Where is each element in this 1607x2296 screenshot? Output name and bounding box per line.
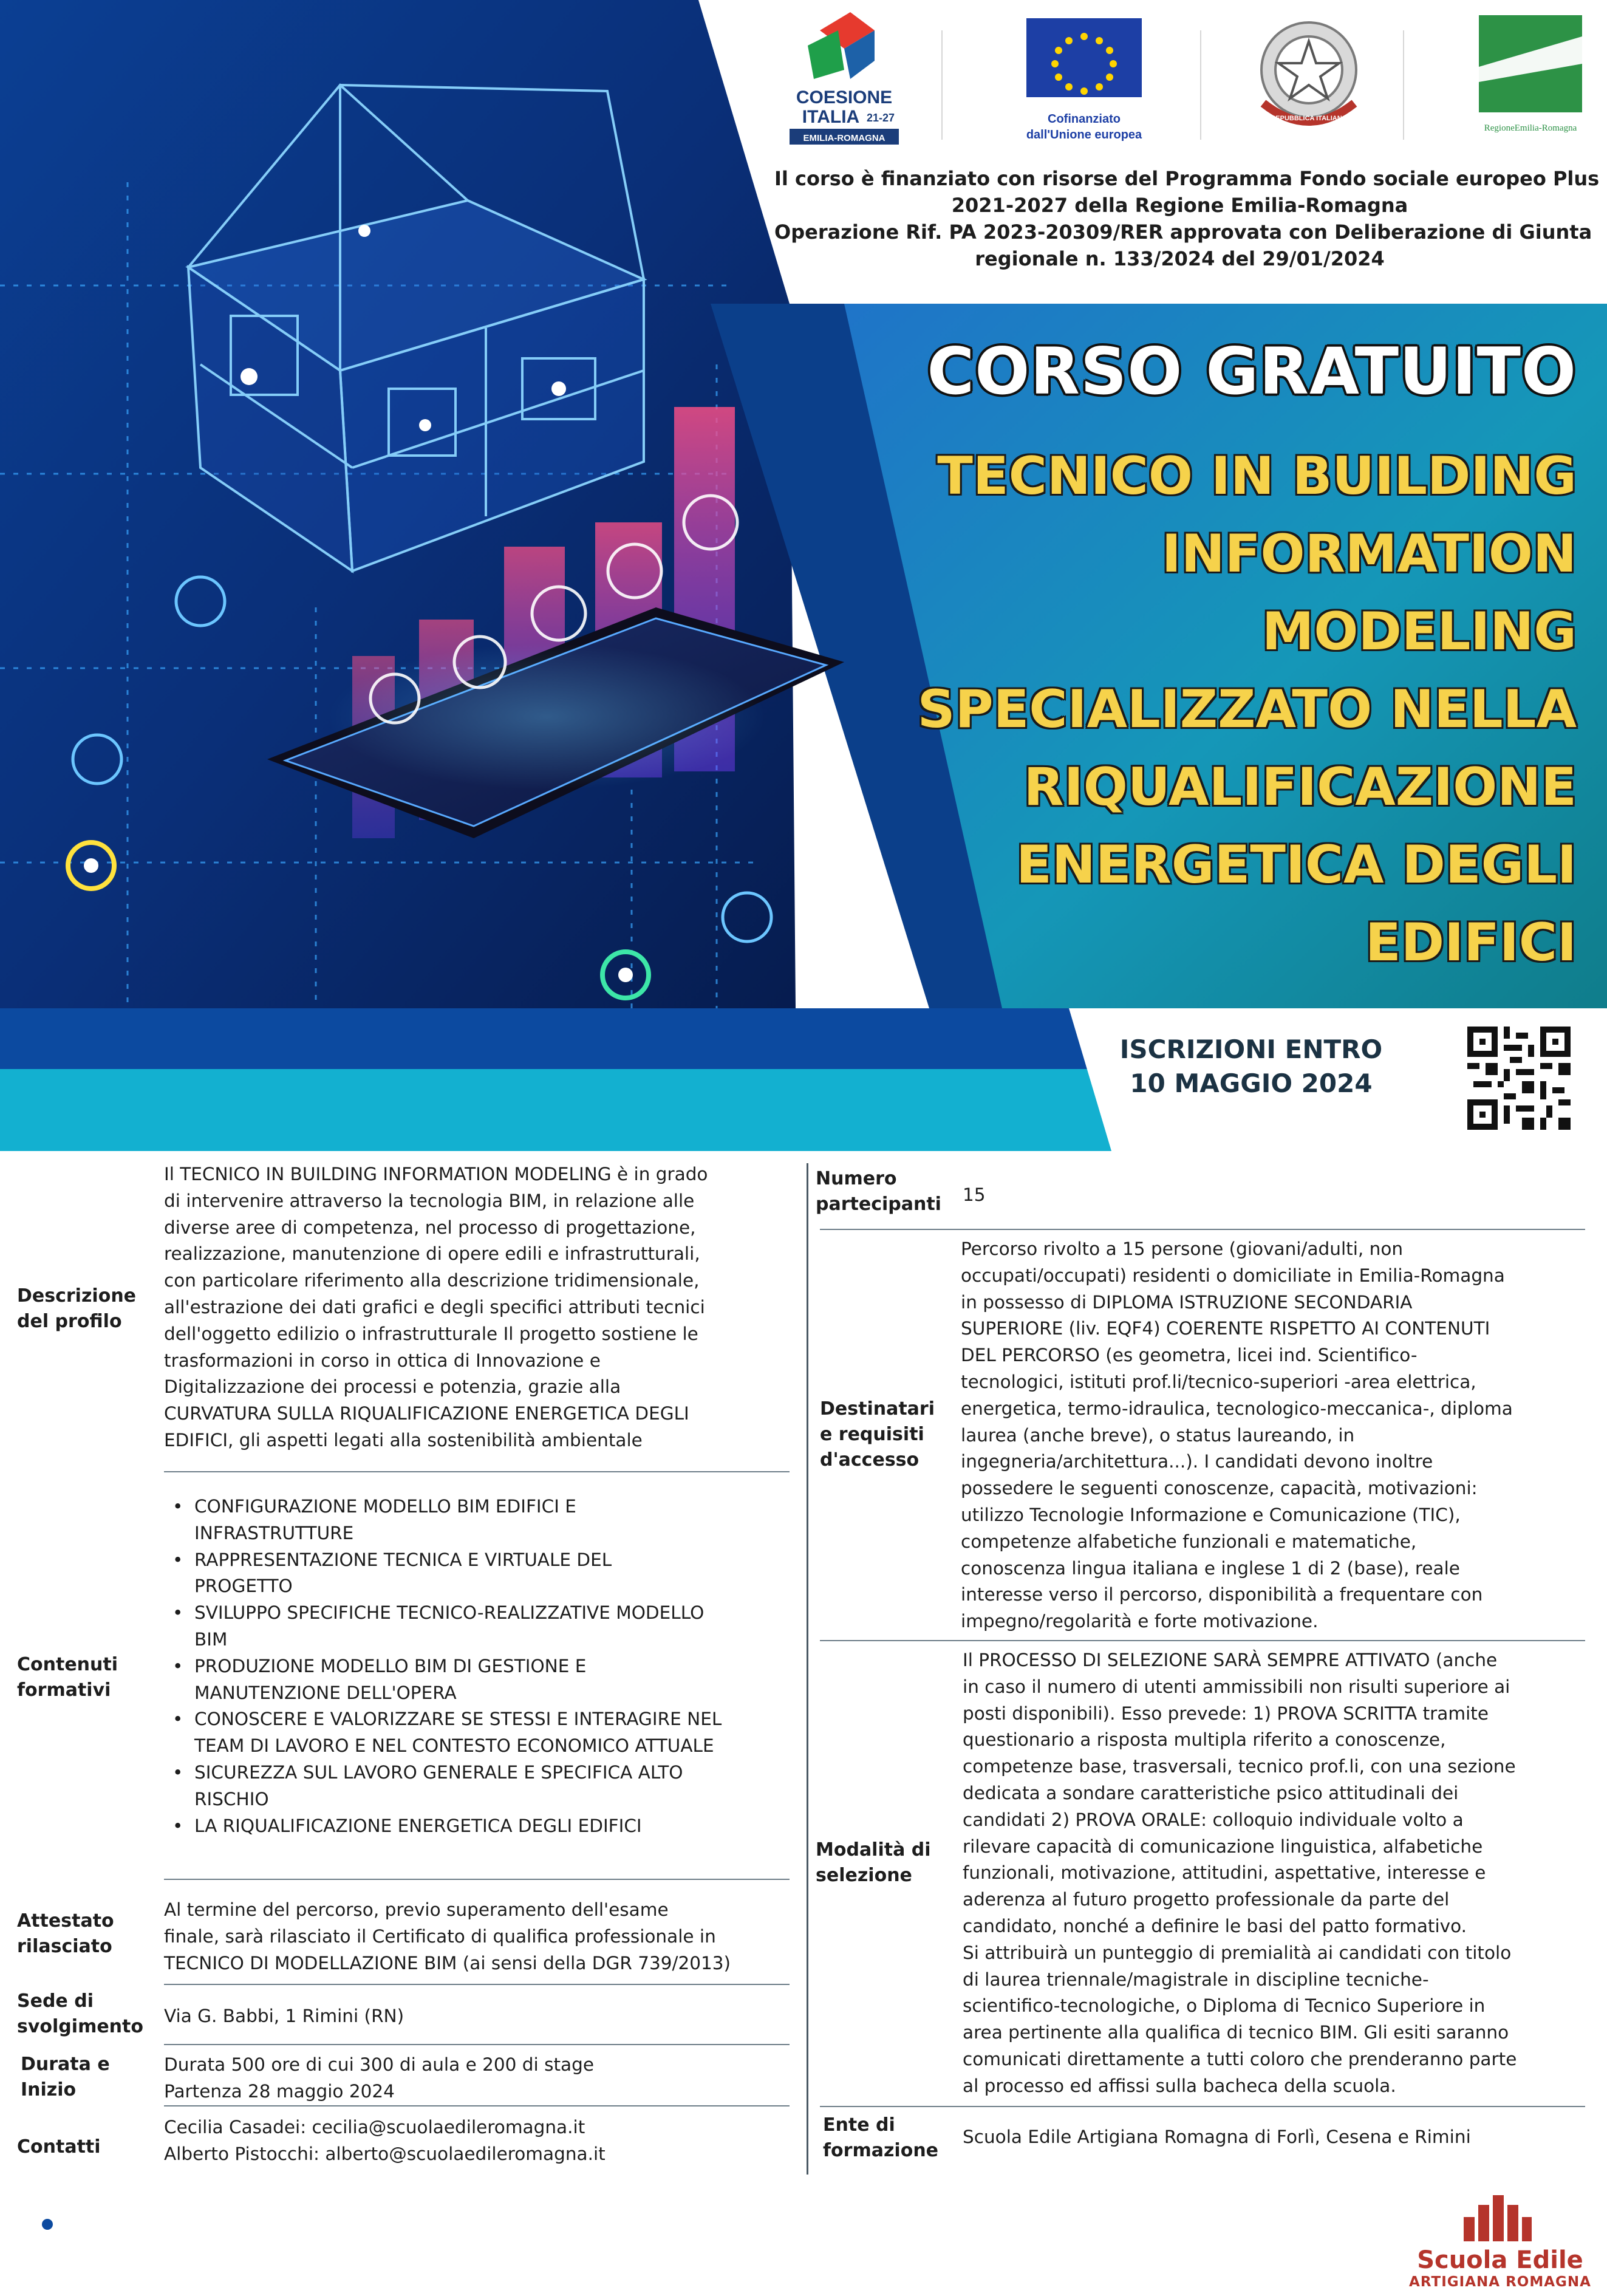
emblem-icon (1251, 12, 1366, 140)
course-title-line: INFORMATION (1161, 524, 1577, 584)
list-item: • SICUREZZA SUL LAVORO GENERALE E SPECIFICA ALTO RISCHIO (172, 1761, 683, 1809)
label-line: Durata e (21, 2054, 110, 2075)
text-line: tecnologici, istituti prof.li/tecnico-superiori -area elettrica, (961, 1371, 1476, 1392)
column-divider (807, 1163, 808, 2175)
course-title-line: EDIFICI (1365, 912, 1577, 973)
regione-icon (1476, 12, 1585, 140)
registration-deadline (1081, 1033, 1421, 1101)
text-line: funzionali, motivazione, attitudini, aspettative, interesse e (963, 1862, 1486, 1884)
contacts-label (17, 2134, 101, 2160)
label-line: formazione (823, 2140, 939, 2161)
label-line: del profilo (17, 1311, 122, 1332)
row-divider (164, 1471, 790, 1472)
text-line: diverse aree di competenza, nel processo di progettazione, (164, 1217, 696, 1238)
text-line: Al termine del percorso, previo superamento dell'esame (164, 1899, 669, 1920)
coesione-years: 21-27 (866, 112, 895, 124)
row-divider (164, 1879, 790, 1880)
participants-value (963, 1182, 986, 1209)
funding-statement (774, 165, 1600, 272)
text-line: interesse verso il percorso, disponibilità a frequentare con (961, 1584, 1483, 1605)
funding-line: Operazione Rif. PA 2023-20309/RER approvata con Deliberazione di Giunta (774, 220, 1592, 244)
text-line: Via G. Babbi, 1 Rimini (RN) (164, 2006, 404, 2026)
text-line: rilevare capacità di comunicazione linguistica, alfabetiche (963, 1836, 1483, 1857)
text-line: Scuola Edile Artigiana Romagna di Forlì, Cesena e Rimini (963, 2127, 1471, 2147)
logo-separator (1200, 30, 1201, 140)
label-line: Contenuti (17, 1654, 118, 1675)
text-line: di laurea triennale/magistrale in discipline tecniche- (963, 1969, 1429, 1990)
logo-separator (941, 30, 943, 140)
label-line: Modalità di (816, 1839, 931, 1860)
row-divider (820, 2106, 1585, 2107)
text-line: in caso il numero di utenti ammissibili non risulti superiore ai (963, 1676, 1510, 1697)
contact-email[interactable]: Alberto Pistocchi: alberto@scuolaedileromagna.it (164, 2143, 606, 2164)
recipients-text (961, 1236, 1513, 1635)
text-line: candidati 2) PROVA ORALE: colloquio individuale volto a (963, 1809, 1464, 1830)
course-title-line: SPECIALIZZATO NELLA (917, 679, 1577, 740)
contact-email[interactable]: Cecilia Casadei: cecilia@scuolaedileromagna.it (164, 2117, 585, 2137)
venue-text (164, 2003, 404, 2030)
list-item: • SVILUPPO SPECIFICHE TECNICO-REALIZZATIVE MODELLO BIM (172, 1602, 705, 1650)
eu-flag-icon (1008, 12, 1160, 149)
profile-text (164, 1161, 708, 1454)
funding-line: regionale n. 133/2024 del 29/01/2024 (975, 247, 1385, 270)
coesione-italia-logo (783, 12, 905, 148)
certificate-label (17, 1908, 114, 1959)
participants-label (816, 1166, 941, 1217)
text-line: dedicata a sondare caratteristiche psico attitudinali dei (963, 1782, 1459, 1803)
row-divider (164, 2044, 790, 2045)
qr-code-icon (1467, 1027, 1571, 1130)
venue-label (17, 1989, 143, 2040)
label-line: svolgimento (17, 2016, 143, 2037)
text-line: posti disponibili). Esso prevede: 1) PROVA SCRITTA tramite (963, 1703, 1489, 1724)
eu-logo (1008, 12, 1160, 151)
label-line: Destinatari (820, 1398, 935, 1420)
label-line: Contatti (17, 2136, 101, 2158)
scuola-edile-logo-icon (1461, 2193, 1534, 2244)
selection-label (816, 1837, 931, 1888)
coesione-line2: ITALIA (802, 107, 860, 127)
text-line: CURVATURA SULLA RIQUALIFICAZIONE ENERGETICA DEGLI (164, 1403, 689, 1424)
course-title-line: ENERGETICA DEGLI (1016, 835, 1577, 895)
certificate-text (164, 1897, 731, 1977)
location-pin-icon (32, 2209, 63, 2252)
repubblica-emblem (1251, 12, 1366, 142)
coesione-icon (783, 12, 905, 146)
text-line: competenze alfabetiche funzionali e matematiche, (961, 1531, 1417, 1552)
text-line: TECNICO DI MODELLAZIONE BIM (ai sensi della DGR 739/2013) (164, 1952, 731, 1973)
provider-text (963, 2124, 1471, 2151)
row-divider (164, 2105, 790, 2106)
list-item: • CONFIGURAZIONE MODELLO BIM EDIFICI E INFRASTRUTTURE (172, 1496, 576, 1543)
text-line: candidato, nonché a definire le basi del patto formativo. (963, 1915, 1467, 1936)
text-line: dell'oggetto edilizio o infrastrutturale Il progetto sostiene le (164, 1323, 698, 1344)
funders-logos (771, 12, 1607, 158)
list-item: • PRODUZIONE MODELLO BIM DI GESTIONE E MANUTENZIONE DELL'OPERA (172, 1655, 587, 1703)
eu-line2: dall'Unione europea (1026, 128, 1142, 142)
label-line: d'accesso (820, 1449, 920, 1471)
text-line: ingegneria/architettura...). I candidati devono inoltre (961, 1451, 1433, 1472)
label-line: selezione (816, 1865, 912, 1886)
selection-text (963, 1647, 1517, 2100)
label-line: partecipanti (816, 1194, 941, 1215)
text-line: Si attribuirà un punteggio di premialità ai candidati con titolo (963, 1942, 1512, 1963)
logo-separator (1403, 30, 1404, 140)
course-title-line: RIQUALIFICAZIONE (1023, 757, 1577, 818)
text-line: possedere le seguenti conoscenze, capacità, motivazioni: (961, 1478, 1478, 1499)
label-line: e requisiti (820, 1424, 924, 1445)
phone-icon (940, 2230, 983, 2273)
duration-text (164, 2052, 594, 2105)
label-line: Ente di (823, 2114, 895, 2136)
text-line: Digitalizzazione dei processi e potenzia, grazie alla (164, 1376, 621, 1398)
course-title-line: MODELING (1261, 601, 1577, 662)
brand-name: Scuola Edile (1417, 2246, 1583, 2274)
text-line: Il TECNICO IN BUILDING INFORMATION MODELING è in grado (164, 1164, 708, 1184)
registration-line: 10 MAGGIO 2024 (1130, 1068, 1373, 1098)
regione-text: RegioneEmilia-Romagna (1484, 123, 1577, 133)
contents-label (17, 1652, 118, 1703)
brand-subtitle: ARTIGIANA ROMAGNA (1409, 2274, 1591, 2290)
qr-code[interactable] (1467, 1027, 1571, 1132)
list-item: • CONOSCERE E VALORIZZARE SE STESSI E INTERAGIRE NEL TEAM DI LAVORO E NEL CONTESTO ECONOMICO ATTUALE (172, 1709, 722, 1757)
registration-line: ISCRIZIONI ENTRO (1119, 1034, 1383, 1064)
text-line: con particolare riferimento alla descrizione tridimensionale, (164, 1270, 700, 1291)
text-line: scientifico-tecnologiche, o Diploma di Tecnico Superiore in (963, 1995, 1486, 2017)
text-line: di intervenire attraverso la tecnologia BIM, in relazione alle (164, 1190, 695, 1211)
contents-list (164, 1494, 722, 1839)
text-line: finale, sarà rilasciato il Certificato di qualifica professionale in (164, 1925, 716, 1947)
text-line: utilizzo Tecnologie Informazione e Comunicazione (TIC), (961, 1504, 1461, 1525)
label-line: Attestato (17, 1910, 114, 1932)
text-line: realizzazione, manutenzione di opere edili e infrastrutturali, (164, 1243, 700, 1265)
label-line: formativi (17, 1679, 111, 1701)
text-line: in possesso di DIPLOMA ISTRUZIONE SECONDARIA (961, 1291, 1413, 1313)
text-line: Durata 500 ore di cui 300 di aula e 200 di stage (164, 2054, 594, 2075)
text-line: aderenza al futuro progetto professionale da parte del (963, 1889, 1450, 1910)
text-line: comunicati direttamente a tutti coloro che prenderanno parte (963, 2048, 1517, 2069)
provider-label (823, 2113, 938, 2164)
duration-label (21, 2052, 110, 2103)
row-divider (820, 1640, 1585, 1641)
contacts-text[interactable] (164, 2114, 606, 2168)
row-divider (820, 1229, 1585, 1230)
text-line: 15 (963, 1184, 986, 1205)
text-line: trasformazioni in corso in ottica di Innovazione e (164, 1350, 601, 1371)
label-line: rilasciato (17, 1936, 112, 1957)
text-line: occupati/occupati) residenti o domiciliate in Emilia-Romagna (961, 1265, 1505, 1286)
repubblica-text: REPUBBLICA ITALIANA (1271, 115, 1347, 122)
recipients-label (820, 1396, 935, 1473)
headline: CORSO GRATUITO (927, 334, 1577, 409)
text-line: impegno/regolarità e forte motivazione. (961, 1611, 1319, 1632)
text-line: competenze base, trasversali, tecnico prof.li, con una sezione (963, 1756, 1516, 1777)
list-item: • LA RIQUALIFICAZIONE ENERGETICA DEGLI EDIFICI (172, 1815, 642, 1836)
text-line: EDIFICI, gli aspetti legati alla sostenibilità ambientale (164, 1429, 643, 1450)
text-line: energetica, termo-idraulica, tecnologico-meccanica-, diploma (961, 1398, 1513, 1419)
list-item: • RAPPRESENTAZIONE TECNICA E VIRTUALE DEL PROGETTO (172, 1549, 612, 1597)
text-line: Il PROCESSO DI SELEZIONE SARÀ SEMPRE ATTIVATO (anche (963, 1650, 1498, 1670)
footer-phone[interactable]: 0543.745832 (1002, 2240, 1172, 2267)
profile-label (17, 1283, 136, 1334)
course-title-line: TECNICO IN BUILDING (937, 446, 1577, 507)
text-line: DEL PERCORSO (es geometra, licei ind. Scientifico- (961, 1345, 1418, 1366)
label-line: Inizio (21, 2079, 77, 2100)
text-line: Percorso rivolto a 15 persone (giovani/adulti, non (961, 1239, 1404, 1259)
text-line: all'estrazione dei dati grafici e degli specifici attributi tecnici (164, 1296, 705, 1317)
row-divider (164, 1984, 790, 1985)
text-line: questionario a risposta multipla riferito a conoscenze, (963, 1729, 1446, 1751)
text-line: laurea (anche breve), o status laureando, in (961, 1424, 1355, 1446)
text-line: conoscenza lingua italiana e inglese 1 di 2 (base), reale (961, 1557, 1460, 1579)
text-line: area pertinente alla qualifica di tecnico BIM. Gli esiti saranno (963, 2022, 1509, 2043)
text-line: al processo ed affissi sulla bacheca della scuola. (963, 2075, 1396, 2096)
funding-line: Il corso è finanziato con risorse del Programma Fondo sociale europeo Plus (774, 167, 1600, 190)
text-line: Partenza 28 maggio 2024 (164, 2080, 395, 2102)
label-line: Descrizione (17, 1285, 137, 1307)
course-title (787, 437, 1577, 982)
eu-line1: Cofinanziato (1048, 112, 1121, 126)
text-line: SUPERIORE (liv. EQF4) COERENTE RISPETTO AI CONTENUTI (961, 1318, 1490, 1339)
label-line: Sede di (17, 1990, 94, 2012)
coesione-line1: COESIONE (796, 87, 893, 108)
regione-logo (1476, 12, 1585, 142)
footer-address: Via G. Babbi, 1 Rimini (RN) (78, 2219, 445, 2247)
label-line: Numero (816, 1168, 897, 1189)
coesione-region: EMILIA-ROMAGNA (803, 133, 885, 143)
funding-line: 2021-2027 della Regione Emilia-Romagna (951, 194, 1408, 217)
